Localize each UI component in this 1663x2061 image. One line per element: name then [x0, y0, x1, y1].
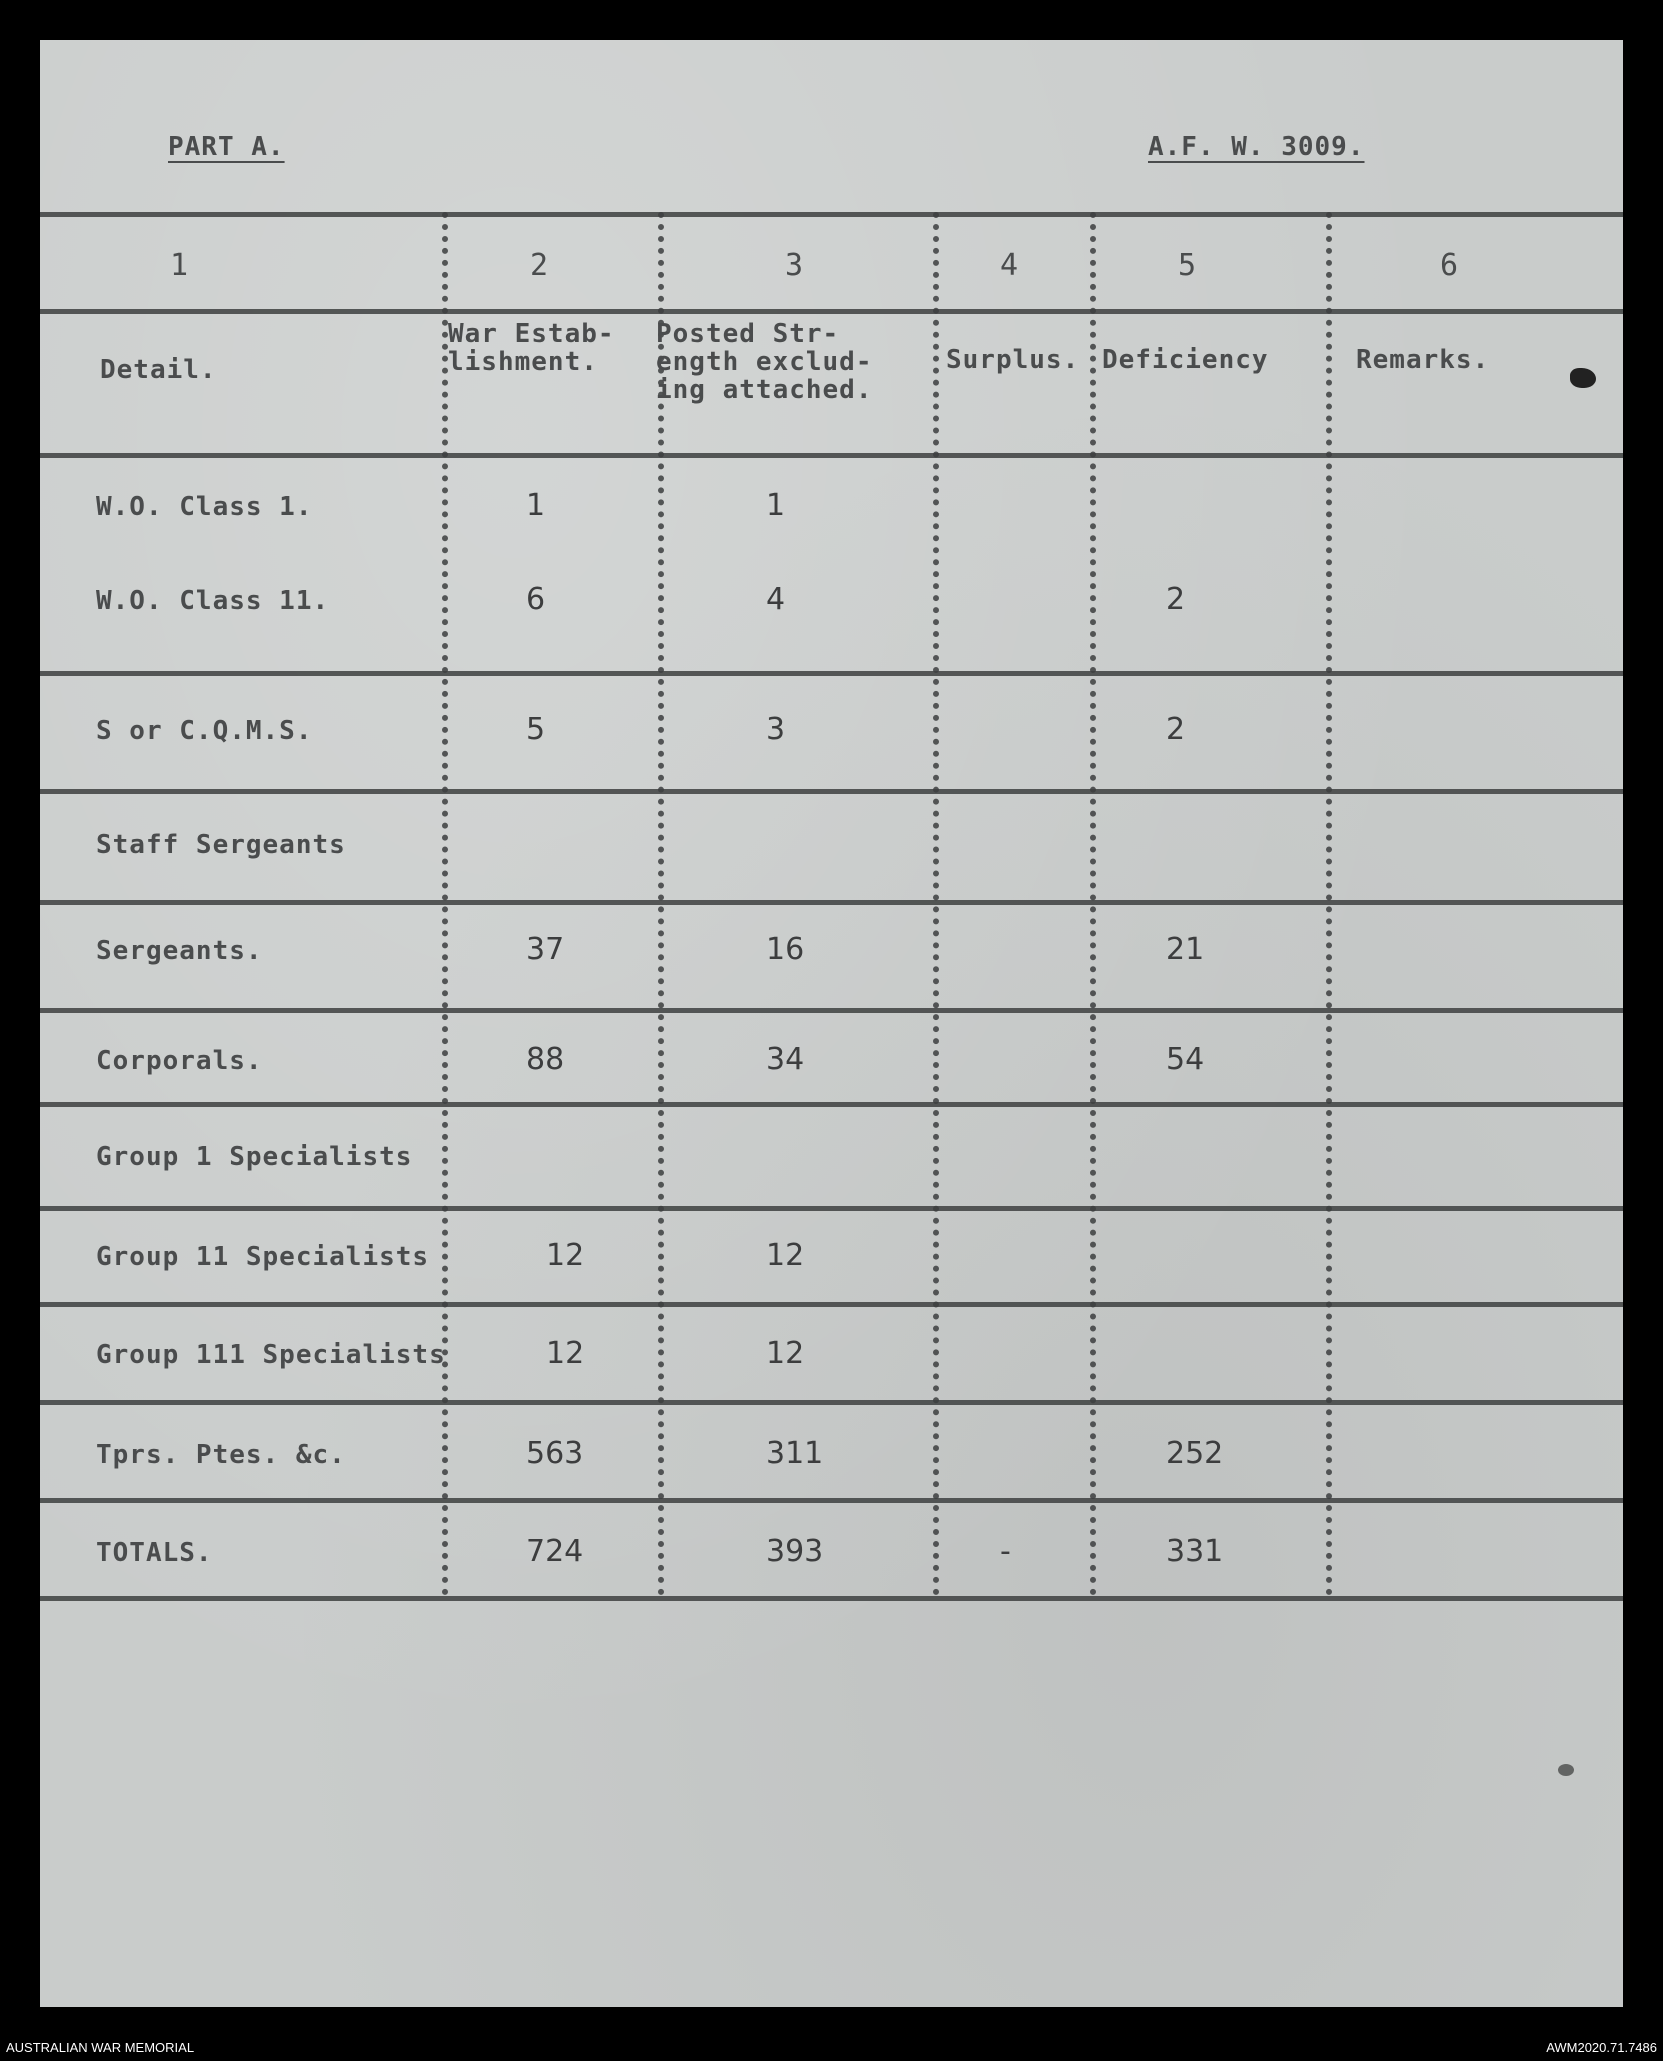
row-divider — [40, 1008, 1623, 1013]
cell-posted: 16 — [766, 932, 805, 967]
column-number: 3 — [785, 248, 805, 283]
cell-war: 88 — [526, 1042, 565, 1077]
cell-posted: 12 — [766, 1238, 805, 1273]
accession-caption: AWM2020.71.7486 — [1546, 2040, 1657, 2055]
cell-deficiency: 54 — [1166, 1042, 1205, 1077]
cell-surplus: - — [1000, 1534, 1011, 1569]
cell-deficiency: 252 — [1166, 1436, 1224, 1471]
cell-posted: 1 — [766, 488, 786, 523]
cell-posted: 3 — [766, 712, 786, 747]
cell-war: 1 — [526, 488, 546, 523]
cell-deficiency: 331 — [1166, 1534, 1224, 1569]
column-divider — [658, 212, 664, 1596]
document-page — [40, 40, 1623, 2007]
column-number: 1 — [170, 248, 190, 283]
row-divider — [40, 1302, 1623, 1307]
column-number: 4 — [1000, 248, 1020, 283]
column-heading: Detail. — [100, 355, 217, 385]
row-detail: Staff Sergeants — [96, 830, 346, 860]
row-divider — [40, 1400, 1623, 1405]
row-divider — [40, 900, 1623, 905]
row-divider — [40, 309, 1623, 314]
row-detail: W.O. Class 11. — [96, 586, 330, 616]
column-heading: Deficiency — [1102, 345, 1269, 375]
row-divider — [40, 1596, 1623, 1601]
row-divider — [40, 1498, 1623, 1503]
cell-posted: 34 — [766, 1042, 805, 1077]
cell-war: 12 — [546, 1238, 585, 1273]
row-detail: S or C.Q.M.S. — [96, 716, 313, 746]
row-detail: W.O. Class 1. — [96, 492, 313, 522]
cell-war: 563 — [526, 1436, 584, 1471]
row-detail: Group 111 Specialists — [96, 1340, 446, 1370]
row-detail: Group 1 Specialists — [96, 1142, 413, 1172]
row-divider — [40, 671, 1623, 676]
row-detail: Tprs. Ptes. &c. — [96, 1440, 346, 1470]
column-heading: Surplus. — [946, 345, 1080, 375]
column-divider — [933, 212, 939, 1596]
column-divider — [1326, 212, 1332, 1596]
part-label: PART A. — [168, 132, 285, 162]
column-number: 5 — [1178, 248, 1198, 283]
row-detail: Corporals. — [96, 1046, 263, 1076]
cell-war: 724 — [526, 1534, 584, 1569]
column-heading: Posted Str- ength exclud- ing attached. — [656, 319, 873, 405]
cell-war: 12 — [546, 1336, 585, 1371]
row-detail: Sergeants. — [96, 936, 263, 966]
cell-war: 5 — [526, 712, 546, 747]
row-detail: TOTALS. — [96, 1538, 213, 1568]
row-divider — [40, 212, 1623, 217]
institution-caption: AUSTRALIAN WAR MEMORIAL — [6, 2040, 195, 2055]
row-divider — [40, 789, 1623, 794]
row-detail: Group 11 Specialists — [96, 1242, 430, 1272]
column-number: 6 — [1440, 248, 1460, 283]
cell-deficiency: 2 — [1166, 712, 1186, 747]
column-number: 2 — [530, 248, 550, 283]
column-divider — [1090, 212, 1096, 1596]
caption-bar — [0, 2033, 1663, 2061]
cell-posted: 311 — [766, 1436, 824, 1471]
cell-deficiency: 21 — [1166, 932, 1205, 967]
ink-mark — [1570, 368, 1596, 388]
form-number: A.F. W. 3009. — [1148, 132, 1365, 162]
cell-posted: 4 — [766, 582, 786, 617]
row-divider — [40, 453, 1623, 458]
paper-blemish — [1558, 1764, 1574, 1776]
row-divider — [40, 1206, 1623, 1211]
column-heading: Remarks. — [1356, 345, 1490, 375]
cell-posted: 393 — [766, 1534, 824, 1569]
cell-deficiency: 2 — [1166, 582, 1186, 617]
row-divider — [40, 1102, 1623, 1107]
cell-war: 37 — [526, 932, 565, 967]
cell-posted: 12 — [766, 1336, 805, 1371]
column-heading: War Estab- lishment. — [448, 319, 615, 377]
cell-war: 6 — [526, 582, 546, 617]
column-divider — [442, 212, 448, 1596]
